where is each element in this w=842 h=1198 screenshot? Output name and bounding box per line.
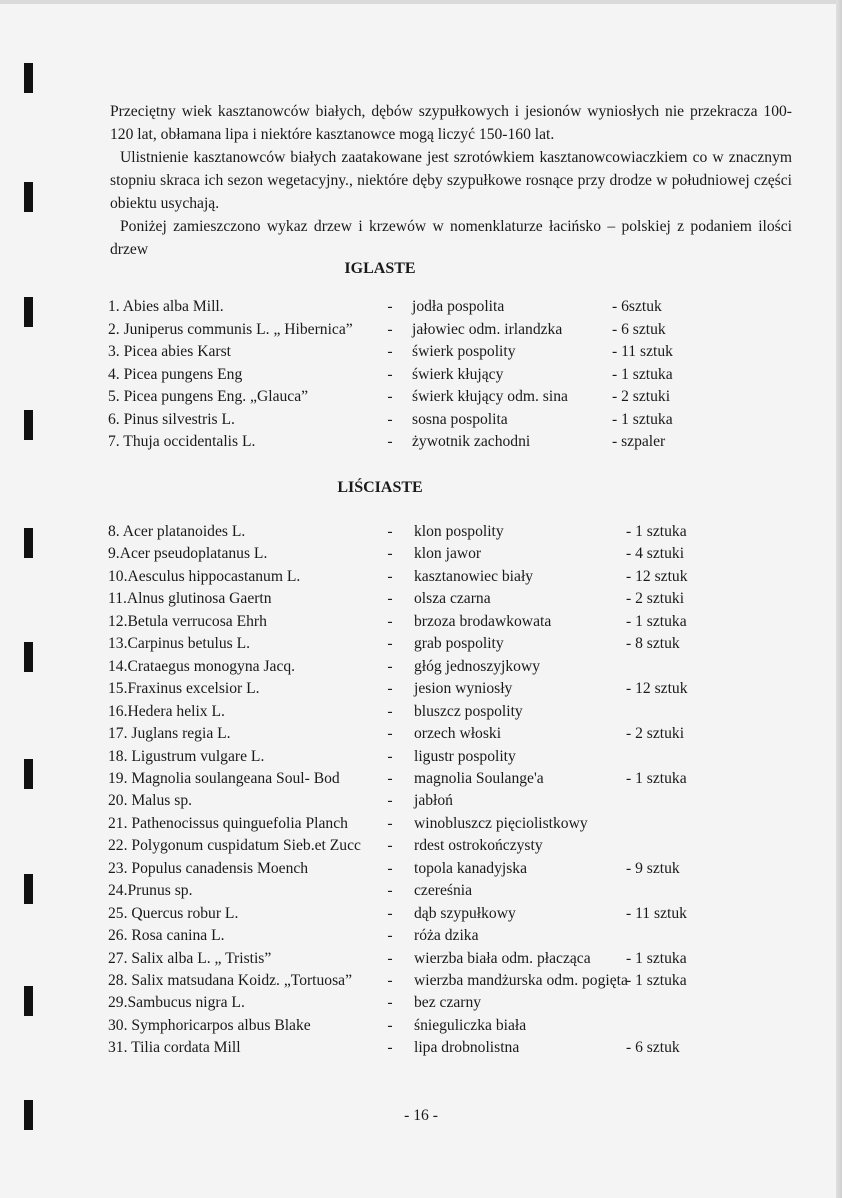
scan-edge-top	[0, 0, 842, 4]
binder-mark	[24, 63, 33, 93]
table-row	[0, 992, 842, 1014]
latin-name: 17. Juglans regia L.	[108, 725, 231, 743]
latin-name: 5. Picea pungens Eng. „Glauca”	[108, 388, 309, 405]
latin-name: 10.Aesculus hippocastanum L.	[108, 567, 301, 585]
separator-dash: -	[387, 814, 393, 832]
latin-name: 2. Juniperus communis L. „ Hibernica”	[108, 320, 353, 338]
latin-name: 14.Crataegus monogyna Jacq.	[108, 657, 296, 675]
table-row	[0, 1015, 842, 1037]
table-row	[0, 364, 842, 386]
separator-dash: -	[387, 837, 393, 855]
quantity: - 2 sztuki	[612, 388, 671, 405]
separator-dash: -	[387, 1016, 393, 1034]
separator-dash: -	[387, 1039, 393, 1057]
latin-name: 27. Salix alba L. „ Tristis”	[108, 949, 272, 967]
latin-name: 25. Quercus robur L.	[108, 904, 239, 922]
latin-name: 16.Hedera helix L.	[108, 702, 225, 720]
latin-name: 6. Pinus silvestris L.	[108, 410, 235, 428]
table-row	[0, 543, 842, 565]
latin-name: 18. Ligustrum vulgare L.	[108, 747, 265, 765]
quantity: - 4 sztuki	[626, 545, 685, 563]
separator-dash: -	[387, 343, 393, 360]
separator-dash: -	[387, 388, 393, 405]
table-row	[0, 768, 842, 790]
polish-name: topola kanadyjska	[414, 859, 528, 877]
latin-name: 13.Carpinus betulus L.	[108, 635, 251, 653]
quantity: - 1 sztuka	[626, 949, 687, 967]
section-heading-iglaste: IGLASTE	[344, 260, 416, 277]
quantity: - 9 sztuk	[626, 859, 680, 877]
separator-dash: -	[387, 657, 393, 675]
polish-name: olsza czarna	[414, 590, 491, 608]
separator-dash: -	[387, 320, 393, 338]
latin-name: 9.Acer pseudoplatanus L.	[108, 545, 268, 563]
latin-name: 4. Picea pungens Eng	[108, 365, 243, 383]
polish-name: róża dzika	[414, 927, 479, 945]
separator-dash: -	[387, 882, 393, 900]
section-heading-lisciaste: LIŚCIASTE	[337, 479, 423, 496]
separator-dash: -	[387, 769, 393, 787]
polish-name: wierzba mandżurska odm. pogięta	[414, 972, 628, 989]
latin-name: 23. Populus canadensis Moench	[108, 859, 309, 877]
quantity: - 8 sztuk	[626, 635, 680, 653]
separator-dash: -	[387, 972, 393, 989]
table-row	[0, 746, 842, 768]
table-row	[0, 701, 842, 723]
latin-name: 11.Alnus glutinosa Gaertn	[108, 590, 272, 608]
polish-name: klon jawor	[414, 545, 482, 563]
table-row	[0, 296, 842, 318]
polish-name: bez czarny	[414, 994, 482, 1012]
separator-dash: -	[387, 635, 393, 653]
table-row	[0, 431, 842, 453]
separator-dash: -	[387, 904, 393, 922]
polish-name: wierzba biała odm. płacząca	[414, 949, 591, 967]
latin-name: 7. Thuja occidentalis L.	[108, 433, 256, 450]
table-row	[0, 813, 842, 835]
quantity: - 11 sztuk	[626, 904, 687, 922]
separator-dash: -	[387, 927, 393, 945]
quantity: - 1 sztuka	[626, 523, 687, 540]
binder-mark	[24, 182, 33, 212]
quantity: - 2 sztuki	[626, 725, 685, 743]
separator-dash: -	[387, 859, 393, 877]
table-row	[0, 835, 842, 857]
polish-name: dąb szypułkowy	[414, 904, 516, 922]
polish-name: winobluszcz pięciolistkowy	[414, 814, 588, 832]
latin-name: 12.Betula verrucosa Ehrh	[108, 612, 267, 630]
polish-name: żywotnik zachodni	[412, 433, 531, 450]
intro-paragraph-1: Przeciętny wiek kasztanowców białych, dębów szypułkowych i jesionów wyniosłych nie przekracza 100-120 lat, obłamana lipa i niektóre kasztanowce mogą liczyć 150-160 lat.	[110, 103, 792, 143]
quantity: - 1 sztuka	[612, 410, 673, 428]
table-row	[0, 386, 842, 408]
polish-name: jesion wyniosły	[414, 680, 513, 698]
latin-name: 28. Salix matsudana Koidz. „Tortuosa”	[108, 972, 353, 989]
separator-dash: -	[387, 410, 393, 428]
table-row	[0, 409, 842, 431]
separator-dash: -	[387, 567, 393, 585]
quantity: - 1 sztuka	[626, 972, 687, 989]
polish-name: jodła pospolita	[412, 298, 505, 315]
latin-name: 31. Tilia cordata Mill	[108, 1039, 241, 1057]
polish-name: świerk kłujący	[412, 365, 504, 383]
intro-paragraph-3: Poniżej zamieszczono wykaz drzew i krzewów w nomenklaturze łacińsko – polskiej z podaniem ilości drzew	[110, 218, 792, 258]
separator-dash: -	[387, 433, 393, 450]
table-row	[0, 970, 842, 992]
separator-dash: -	[387, 994, 393, 1012]
separator-dash: -	[387, 792, 393, 810]
page-number: - 16 -	[404, 1107, 438, 1124]
polish-name: świerk pospolity	[412, 343, 516, 360]
polish-name: klon pospolity	[414, 523, 504, 540]
table-row	[0, 948, 842, 970]
latin-name: 20. Malus sp.	[108, 792, 193, 810]
latin-name: 19. Magnolia soulangeana Soul- Bod	[108, 769, 340, 787]
table-row	[0, 925, 842, 947]
latin-name: 15.Fraxinus excelsior L.	[108, 680, 260, 698]
latin-name: 30. Symphoricarpos albus Blake	[108, 1016, 311, 1034]
separator-dash: -	[387, 949, 393, 967]
table-row	[0, 1037, 842, 1059]
quantity: - 6 sztuk	[612, 320, 666, 338]
latin-name: 8. Acer platanoides L.	[108, 523, 246, 540]
table-row	[0, 723, 842, 745]
polish-name: jałowiec odm. irlandzka	[412, 320, 563, 338]
separator-dash: -	[387, 725, 393, 743]
polish-name: rdest ostrokończysty	[414, 837, 543, 855]
polish-name: kasztanowiec biały	[414, 567, 534, 585]
latin-name: 24.Prunus sp.	[108, 882, 193, 900]
polish-name: jabłoń	[414, 792, 453, 810]
table-row	[0, 611, 842, 633]
quantity: - 6 sztuk	[626, 1039, 680, 1057]
separator-dash: -	[387, 702, 393, 720]
separator-dash: -	[387, 365, 393, 383]
table-row	[0, 588, 842, 610]
separator-dash: -	[387, 298, 393, 315]
quantity: - 12 sztuk	[626, 680, 688, 698]
separator-dash: -	[387, 747, 393, 765]
latin-name: 3. Picea abies Karst	[108, 343, 231, 360]
table-row	[0, 880, 842, 902]
polish-name: ligustr pospolity	[414, 747, 516, 765]
polish-name: bluszcz pospolity	[414, 702, 523, 720]
table-row	[0, 790, 842, 812]
table-row	[0, 678, 842, 700]
table-row	[0, 319, 842, 341]
separator-dash: -	[387, 523, 393, 540]
separator-dash: -	[387, 680, 393, 698]
polish-name: lipa drobnolistna	[414, 1039, 520, 1057]
separator-dash: -	[387, 612, 393, 630]
quantity: - 2 sztuki	[626, 590, 685, 608]
table-row	[0, 858, 842, 880]
quantity: - szpaler	[612, 433, 666, 450]
table-row	[0, 903, 842, 925]
latin-name: 1. Abies alba Mill.	[108, 298, 224, 315]
table-row	[0, 521, 842, 543]
latin-name: 26. Rosa canina L.	[108, 927, 225, 945]
latin-name: 29.Sambucus nigra L.	[108, 994, 245, 1012]
table-row	[0, 341, 842, 363]
separator-dash: -	[387, 545, 393, 563]
polish-name: magnolia Soulange'a	[414, 769, 544, 787]
polish-name: sosna pospolita	[412, 410, 508, 428]
polish-name: brzoza brodawkowata	[414, 612, 552, 630]
quantity: - 11 sztuk	[612, 343, 673, 360]
quantity: - 1 sztuka	[626, 612, 687, 630]
intro-paragraph-2: Ulistnienie kasztanowców białych zaatakowane jest szrotówkiem kasztanowcowiaczkiem co w znacznym stopniu skraca ich sezon wegetacyjny., niektóre dęby szypułkowe rosnące przy drodze w południowej części obiektu usychają.	[110, 149, 792, 212]
polish-name: śnieguliczka biała	[414, 1016, 527, 1034]
polish-name: świerk kłujący odm. sina	[412, 388, 568, 405]
quantity: - 1 sztuka	[626, 769, 687, 787]
quantity: - 1 sztuka	[612, 365, 673, 383]
polish-name: głóg jednoszyjkowy	[414, 657, 541, 675]
table-row	[0, 633, 842, 655]
table-row	[0, 656, 842, 678]
polish-name: orzech włoski	[414, 725, 502, 743]
quantity: - 6sztuk	[612, 298, 662, 315]
quantity: - 12 sztuk	[626, 567, 688, 585]
polish-name: grab pospolity	[414, 635, 504, 653]
latin-name: 21. Pathenocissus quinguefolia Planch	[108, 814, 348, 832]
table-row	[0, 566, 842, 588]
polish-name: czereśnia	[414, 882, 472, 900]
separator-dash: -	[387, 590, 393, 608]
latin-name: 22. Polygonum cuspidatum Sieb.et Zucc	[108, 837, 361, 855]
